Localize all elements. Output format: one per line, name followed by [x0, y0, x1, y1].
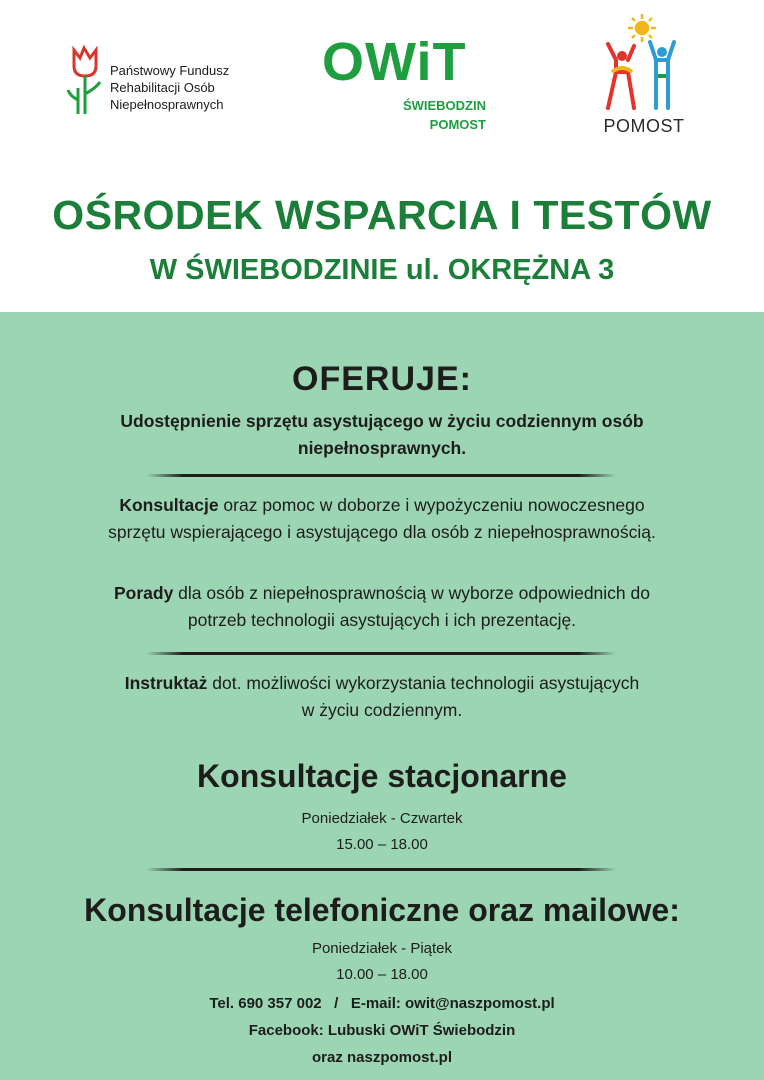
owit-name: OWiT	[322, 32, 467, 92]
stationary-heading: Konsultacje stacjonarne	[197, 758, 567, 794]
owit-logo	[320, 30, 500, 140]
tulip-icon	[66, 44, 106, 116]
stationary-schedule	[0, 806, 764, 858]
page-subtitle: W ŚWIEBODZINIE ul. OKRĘŻNA 3	[149, 254, 615, 286]
pfron-name	[110, 62, 229, 113]
offer-item-line-2: w życiu codziennym.	[301, 700, 463, 720]
phone-days: Poniedziałek - Piątek	[311, 940, 453, 957]
phone-hours: 10.00 – 18.00	[336, 966, 428, 983]
offer-item-text: dla osób z niepełnosprawnością w wyborze odpowiednich do	[173, 583, 650, 603]
offer-item-advice	[0, 580, 764, 634]
owit-subtitle	[316, 96, 492, 134]
header	[0, 0, 764, 312]
offer-item-line-2: sprzętu wspierającego i asystującego dla osób z niepełnosprawnością.	[108, 522, 656, 542]
offer-item-consultations	[0, 492, 764, 546]
offer-panel	[0, 312, 764, 1080]
owit-sub-org: POMOST	[429, 117, 486, 132]
page-title: OŚRODEK WSPARCIA I TESTÓW	[52, 192, 712, 238]
offer-intro-line-2: niepełnosprawnych.	[297, 438, 467, 458]
offer-item-line-2: potrzeb technologii asystujących i ich prezentację.	[187, 610, 577, 630]
email-link[interactable]: E-mail: owit@naszpomost.pl	[350, 995, 555, 1012]
website-link[interactable]: oraz naszpomost.pl	[311, 1049, 453, 1066]
stationary-days: Poniedziałek - Czwartek	[301, 810, 463, 827]
offer-item-line-1	[0, 580, 764, 607]
pfron-line-2: Rehabilitacji Osób	[110, 80, 215, 95]
owit-sub-city: ŚWIEBODZIN	[402, 98, 486, 113]
pfron-line-1: Państwowy Fundusz	[110, 63, 230, 78]
offer-item-line-1	[0, 492, 764, 519]
offer-item-keyword: Porady	[113, 583, 174, 603]
contact-separator: /	[334, 995, 339, 1012]
stationary-hours: 15.00 – 18.00	[336, 836, 428, 853]
contact-info	[0, 990, 764, 1071]
offer-item-text: oraz pomoc w doborze i wypożyczeniu nowoczesnego	[218, 495, 645, 515]
offer-heading: OFERUJE:	[292, 360, 472, 398]
divider	[146, 652, 616, 655]
phone-schedule	[0, 936, 764, 988]
facebook-link[interactable]: Facebook: Lubuski OWiT Świebodzin	[248, 1022, 516, 1039]
contact-line-1	[0, 990, 764, 1017]
offer-intro-line-1: Udostępnienie sprzętu asystującego w życiu codziennym osób	[120, 411, 644, 431]
people-sun-icon	[594, 12, 694, 116]
divider	[146, 474, 616, 477]
offer-item-text: dot. możliwości wykorzystania technologii asystujących	[207, 673, 640, 693]
pfron-logo	[66, 44, 266, 116]
divider	[146, 868, 616, 871]
offer-item-keyword: Instruktaż	[124, 673, 208, 693]
offer-intro	[0, 408, 764, 462]
phone-number-link[interactable]: Tel. 690 357 002	[209, 995, 322, 1012]
offer-item-training	[0, 670, 764, 724]
pomost-name: POMOST	[603, 116, 685, 136]
pomost-logo	[594, 12, 704, 140]
offer-item-line-1	[0, 670, 764, 697]
pfron-line-3: Niepełnosprawnych	[110, 97, 224, 112]
phone-heading: Konsultacje telefoniczne oraz mailowe:	[84, 892, 680, 928]
offer-item-keyword: Konsultacje	[119, 495, 219, 515]
